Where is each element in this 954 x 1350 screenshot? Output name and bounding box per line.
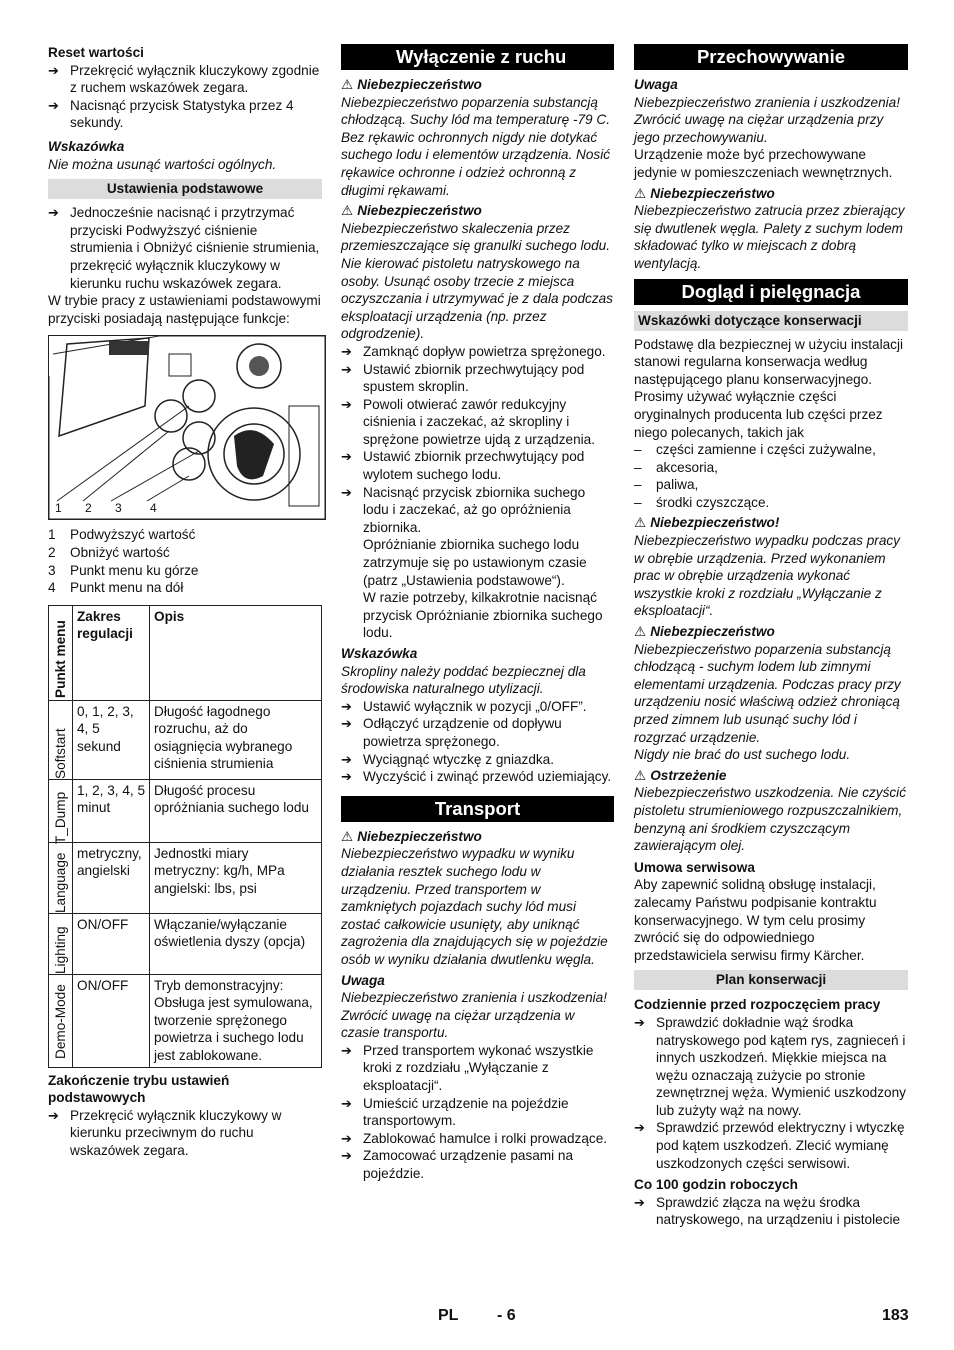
arrow-icon: ➔ (48, 62, 59, 78)
list-item: ➔ Umieścić urządzenie na pojeździe transportowym. (341, 1095, 569, 1129)
table-row: Demo-Mode ON/OFF Tryb demonstracyjny: Obsługa jest symulowana, tworzenie sprężonego powietrza i suchego lodu jest zablokowane. (49, 974, 322, 1067)
arrow-icon: ➔ (341, 343, 352, 359)
list-item: ➔ Wyciągnąć wtyczkę z gniazdka. (341, 751, 555, 767)
warning-text: Niebezpieczeństwo skaleczenia przez przemieszczające się granulki suchego lodu. Nie kierować pistoletu natryskowego na osoby. Usunąć osoby trzecie z miejsca oczyszczania i utrzymywać je z dala podczas eksploatacji urządzenia (np. przez odgrodzenie). (341, 220, 613, 342)
warning-text: Niebezpieczeństwo wypadku w wyniku działania resztek suchego lodu w urządzeniu. Przed transportem w zamkniętych pojazdach suchy lód musi zostać całkowicie usunięty, aby uniknąć zagrożenia dla znajdujących się w pojeździe osób w wyniku działania dwutlenku węgla. (341, 846, 608, 967)
warning-icon: ⚠ (634, 624, 647, 640)
warning-title: ⚠ Ostrzeżenie (634, 767, 727, 783)
arrow-icon: ➔ (341, 396, 352, 412)
list-item: ➔ Odłączyć urządzenie od dopływu powietrza sprężonego. (341, 716, 562, 749)
list-item: ➔ Sprawdzić dokładnie wąż środka natryskowego pod kątem rys, zagnieceń i innych uszkodzeń. Miękkie miejsca na wężu oznaczają zużycie po stronie zewnętrznej węża. Wymienić uszkodzony lub zużyty wąż na nowy. (634, 1014, 906, 1118)
column-3 (634, 44, 908, 1229)
table-row: Language metryczny, angielski Jednostki miary metryczny: kg/h, MPa angielski: lbs, psi (49, 842, 322, 913)
figure-number: 3 (115, 500, 122, 515)
list-item: ➔ Zamocować urządzenie pasami na pojeździe. (341, 1148, 574, 1182)
arrow-icon: ➔ (341, 751, 352, 767)
figure-number: 1 (55, 500, 62, 515)
arrow-icon: ➔ (341, 1095, 352, 1111)
warning-icon: ⚠ (341, 203, 354, 219)
section-heading: Wskazówki dotyczące konserwacji (634, 311, 908, 331)
warning-title: ⚠ Niebezpieczeństwo (341, 77, 482, 92)
note-text: Nie można usunąć wartości ogólnych. (48, 156, 277, 172)
arrow-icon: ➔ (634, 1120, 645, 1136)
warning-title: ⚠ Niebezpieczeństwo (341, 828, 482, 844)
list-item: ➔ Ustawić zbiornik przechwytujący pod wylotem suchego lodu. (341, 449, 585, 483)
footer-page-number: 183 (882, 1307, 909, 1324)
table-header-row (49, 605, 322, 700)
settings-table (48, 605, 322, 1068)
arrow-icon: ➔ (341, 1148, 352, 1164)
warning-title: ⚠ Niebezpieczeństwo (634, 185, 775, 201)
section-banner: Wyłączenie z ruchu (341, 44, 614, 70)
list-item: ➔ Nacisnąć przycisk zbiornika suchego lodu i zaczekać, aż go opróżnienia zbiornika. (341, 484, 586, 535)
warning-text: Niebezpieczeństwo uszkodzenia. Nie czyścić pistoletu strumieniowego rozpuszczalnikiem, benzyną ani środkiem czyszczącym zawierającym olej. (634, 785, 906, 854)
section-heading: Ustawienia podstawowe (48, 179, 322, 199)
figure-number: 4 (150, 500, 157, 515)
arrow-icon: ➔ (634, 1014, 645, 1030)
arrow-icon: ➔ (341, 698, 352, 714)
arrow-icon: ➔ (341, 769, 352, 785)
control-panel-figure (48, 335, 326, 520)
paragraph: Urządzenie może być przechowywane jedynie w pomieszczeniach wewnętrznych. (634, 147, 893, 180)
list-item: ➔ Przed transportem wykonać wszystkie kroki z rozdziału „Wyłączanie z eksploatacji“. (341, 1042, 594, 1094)
warning-text: Nigdy nie brać do ust suchego lodu. (634, 747, 851, 763)
legend-item: 1 Podwyższyć wartość (48, 527, 196, 543)
caution-text: Niebezpieczeństwo zranienia i uszkodzenia! Zwrócić uwagę na ciężar urządzenia w czasie transportu. (341, 990, 607, 1041)
caution-text: Niebezpieczeństwo zranienia i uszkodzenia! Zwrócić uwagę na ciężar urządzenia przy jego przechowywaniu. (634, 94, 900, 145)
list-item: – środki czyszczące. (634, 494, 770, 510)
arrow-icon: ➔ (341, 484, 352, 500)
caution-title: Uwaga (341, 972, 385, 988)
list-item: ➔ Nacisnąć przycisk Statystyka przez 4 sekundy. (48, 97, 294, 131)
legend-item: 4 Punkt menu na dół (48, 580, 184, 596)
warning-text: Niebezpieczeństwo wypadku podczas pracy w obrębie urządzenia. Przed wykonaniem prac w obrębie urządzenia wykonać wszystkie kroki z rozdziału „Wyłączanie z eksploatacji“. (634, 533, 900, 619)
footer-section-page: - 6 (497, 1307, 516, 1324)
paragraph: Aby zapewnić solidną obsługę instalacji, zalecamy Państwu podpisanie kontraktu konserwacyjnego. W tym celu prosimy zwrócić się do odpowiedniego przedstawiciela serwisu firmy Kärcher. (634, 877, 877, 963)
section-banner: Przechowywanie (634, 44, 908, 70)
warning-icon: ⚠ (634, 515, 647, 531)
list-item: ➔ Sprawdzić przewód elektryczny i wtyczkę pod kątem uszkodzeń. Zlecić wymianę uszkodzonych części serwisowi. (634, 1120, 905, 1171)
warning-text: Niebezpieczeństwo poparzenia substancją chłodzącą. Suchy lód ma temperaturę -79 C. Bez rękawic ochronnych nigdy nie dotykać suchego lodu i elementów urządzenia. Nosić rękawice ochronne i odzież ochronną z długimi rękawami. (341, 94, 611, 198)
list-item: ➔ Przekręcić wyłącznik kluczykowy w kierunku przeciwnym do ruchu wskazówek zegara. (48, 1107, 282, 1159)
h100-title: Co 100 godzin roboczych (634, 1177, 798, 1193)
list-item: – paliwa, (634, 477, 699, 493)
table-header: Zakres regulacji (73, 605, 150, 700)
warning-title: ⚠ Niebezpieczeństwo (634, 624, 775, 640)
list-item: – akcesoria, (634, 459, 718, 475)
warning-text: Niebezpieczeństwo zatrucia przez zbierający się dwutlenek węgla. Palety z suchym lodem składować tylko w miejscach z dobrą wentylacją. (634, 203, 905, 271)
table-row: Softstart 0, 1, 2, 3, 4, 5 sekund Długość łagodnego rozruchu, aż do osiągnięcia wybranego ciśnienia strumienia (49, 700, 322, 779)
warning-icon: ⚠ (341, 77, 354, 92)
column-1 (48, 44, 322, 1160)
table-row: Lighting ON/OFF Włączanie/wyłączanie oświetlenia dyszy (opcja) (49, 913, 322, 974)
warning-text: Niebezpieczeństwo poparzenia substancją chłodzącą - suchym lodem lub zimnymi elementami urządzenia. Podczas pracy przy urządzeniu nosić właściwą odzież chroniącą przed zimnem lub usunąć suchy lód i rozgrzać urządzenie. (634, 641, 901, 745)
warning-icon: ⚠ (634, 185, 647, 201)
arrow-icon: ➔ (48, 1107, 59, 1123)
note-title: Wskazówka (48, 138, 125, 154)
arrow-icon: ➔ (48, 97, 59, 113)
end-title: Zakończenie trybu ustawień podstawowych (48, 1072, 230, 1106)
list-item: ➔ Powoli otwierać zawór redukcyjny ciśnienia i zaczekać, aż skropliny i sprężone powietrze ujdą z urządzenia. (341, 396, 595, 447)
paragraph: Opróżnianie zbiornika suchego lodu zatrzymuje się po ustawionym czasie (patrz „Ustawienia podstawowe“). (363, 537, 587, 588)
list-item: ➔ Wyczyścić i zwinąć przewód uziemiający. (341, 769, 612, 785)
paragraph: W trybie pracy z ustawieniami podstawowymi przyciski posiadają następujące funkcje: (48, 293, 321, 326)
note-text: Skropliny należy poddać bezpiecznej dla środowiska naturalnego utylizacji. (341, 663, 586, 697)
contract-title: Umowa serwisowa (634, 859, 755, 875)
arrow-icon: ➔ (341, 361, 352, 377)
daily-title: Codziennie przed rozpoczęciem pracy (634, 997, 881, 1013)
caution-title: Uwaga (634, 77, 678, 92)
arrow-icon: ➔ (341, 1042, 352, 1058)
list-item: ➔ Sprawdzić złącza na wężu środka natryskowego, na urządzeniu i pistolecie (634, 1194, 901, 1228)
paragraph: Podstawę dla bezpiecznej w użyciu instalacji stanowi regularna konserwacja według następującego planu konserwacyjnego. Prosimy używać wyłącznie części oryginalnych producenta lub części przez niego polecanych, takich jak (634, 336, 903, 440)
footer-language: PL (438, 1307, 459, 1324)
section-heading: Plan konserwacji (634, 970, 908, 990)
note-title: Wskazówka (341, 646, 418, 661)
table-header: Punkt menu (52, 619, 68, 698)
list-item: ➔ Ustawić wyłącznik w pozycji „0/OFF”. (341, 698, 587, 714)
warning-title: ⚠ Niebezpieczeństwo! (634, 515, 780, 531)
reset-title: Reset wartości (48, 45, 144, 60)
list-item: ➔ Zamknąć dopływ powietrza sprężonego. (341, 343, 606, 359)
table-row: T_Dump 1, 2, 3, 4, 5 minut Długość procesu opróżniania suchego lodu (49, 779, 322, 842)
control-panel-drawing (49, 336, 325, 519)
warning-icon: ⚠ (341, 828, 354, 844)
list-item: – części zamienne i części zużywalne, (634, 442, 876, 458)
paragraph: W razie potrzeby, kilkakrotnie nacisnąć przycisk Opróżnianie zbiornika suchego lodu. (363, 590, 603, 641)
arrow-icon: ➔ (341, 449, 352, 465)
arrow-icon: ➔ (341, 716, 352, 732)
warning-icon: ⚠ (634, 767, 647, 783)
legend-item: 3 Punkt menu ku górze (48, 562, 199, 578)
section-banner: Transport (341, 796, 614, 822)
table-header: Opis (150, 605, 322, 700)
arrow-icon: ➔ (341, 1130, 352, 1146)
figure-number: 2 (85, 500, 92, 515)
column-2 (341, 44, 614, 1183)
arrow-icon: ➔ (48, 205, 59, 221)
section-banner: Dogląd i pielęgnacja (634, 279, 908, 305)
list-item: ➔ Ustawić zbiornik przechwytujący pod spustem skroplin. (341, 361, 585, 395)
list-item: ➔ Jednocześnie nacisnąć i przytrzymać przyciski Podwyższyć ciśnienie strumienia i Obniżyć ciśnienie strumienia, przekręcić wyłącznik kluczykowy w kierunku ruchu wskazówek zegara. (48, 205, 320, 291)
legend-item: 2 Obniżyć wartość (48, 544, 170, 560)
list-item: ➔ Przekręcić wyłącznik kluczykowy zgodnie z ruchem wskazówek zegara. (48, 62, 320, 96)
warning-title: ⚠ Niebezpieczeństwo (341, 203, 482, 219)
arrow-icon: ➔ (634, 1194, 645, 1210)
list-item: ➔ Zablokować hamulce i rolki prowadzące. (341, 1130, 608, 1146)
